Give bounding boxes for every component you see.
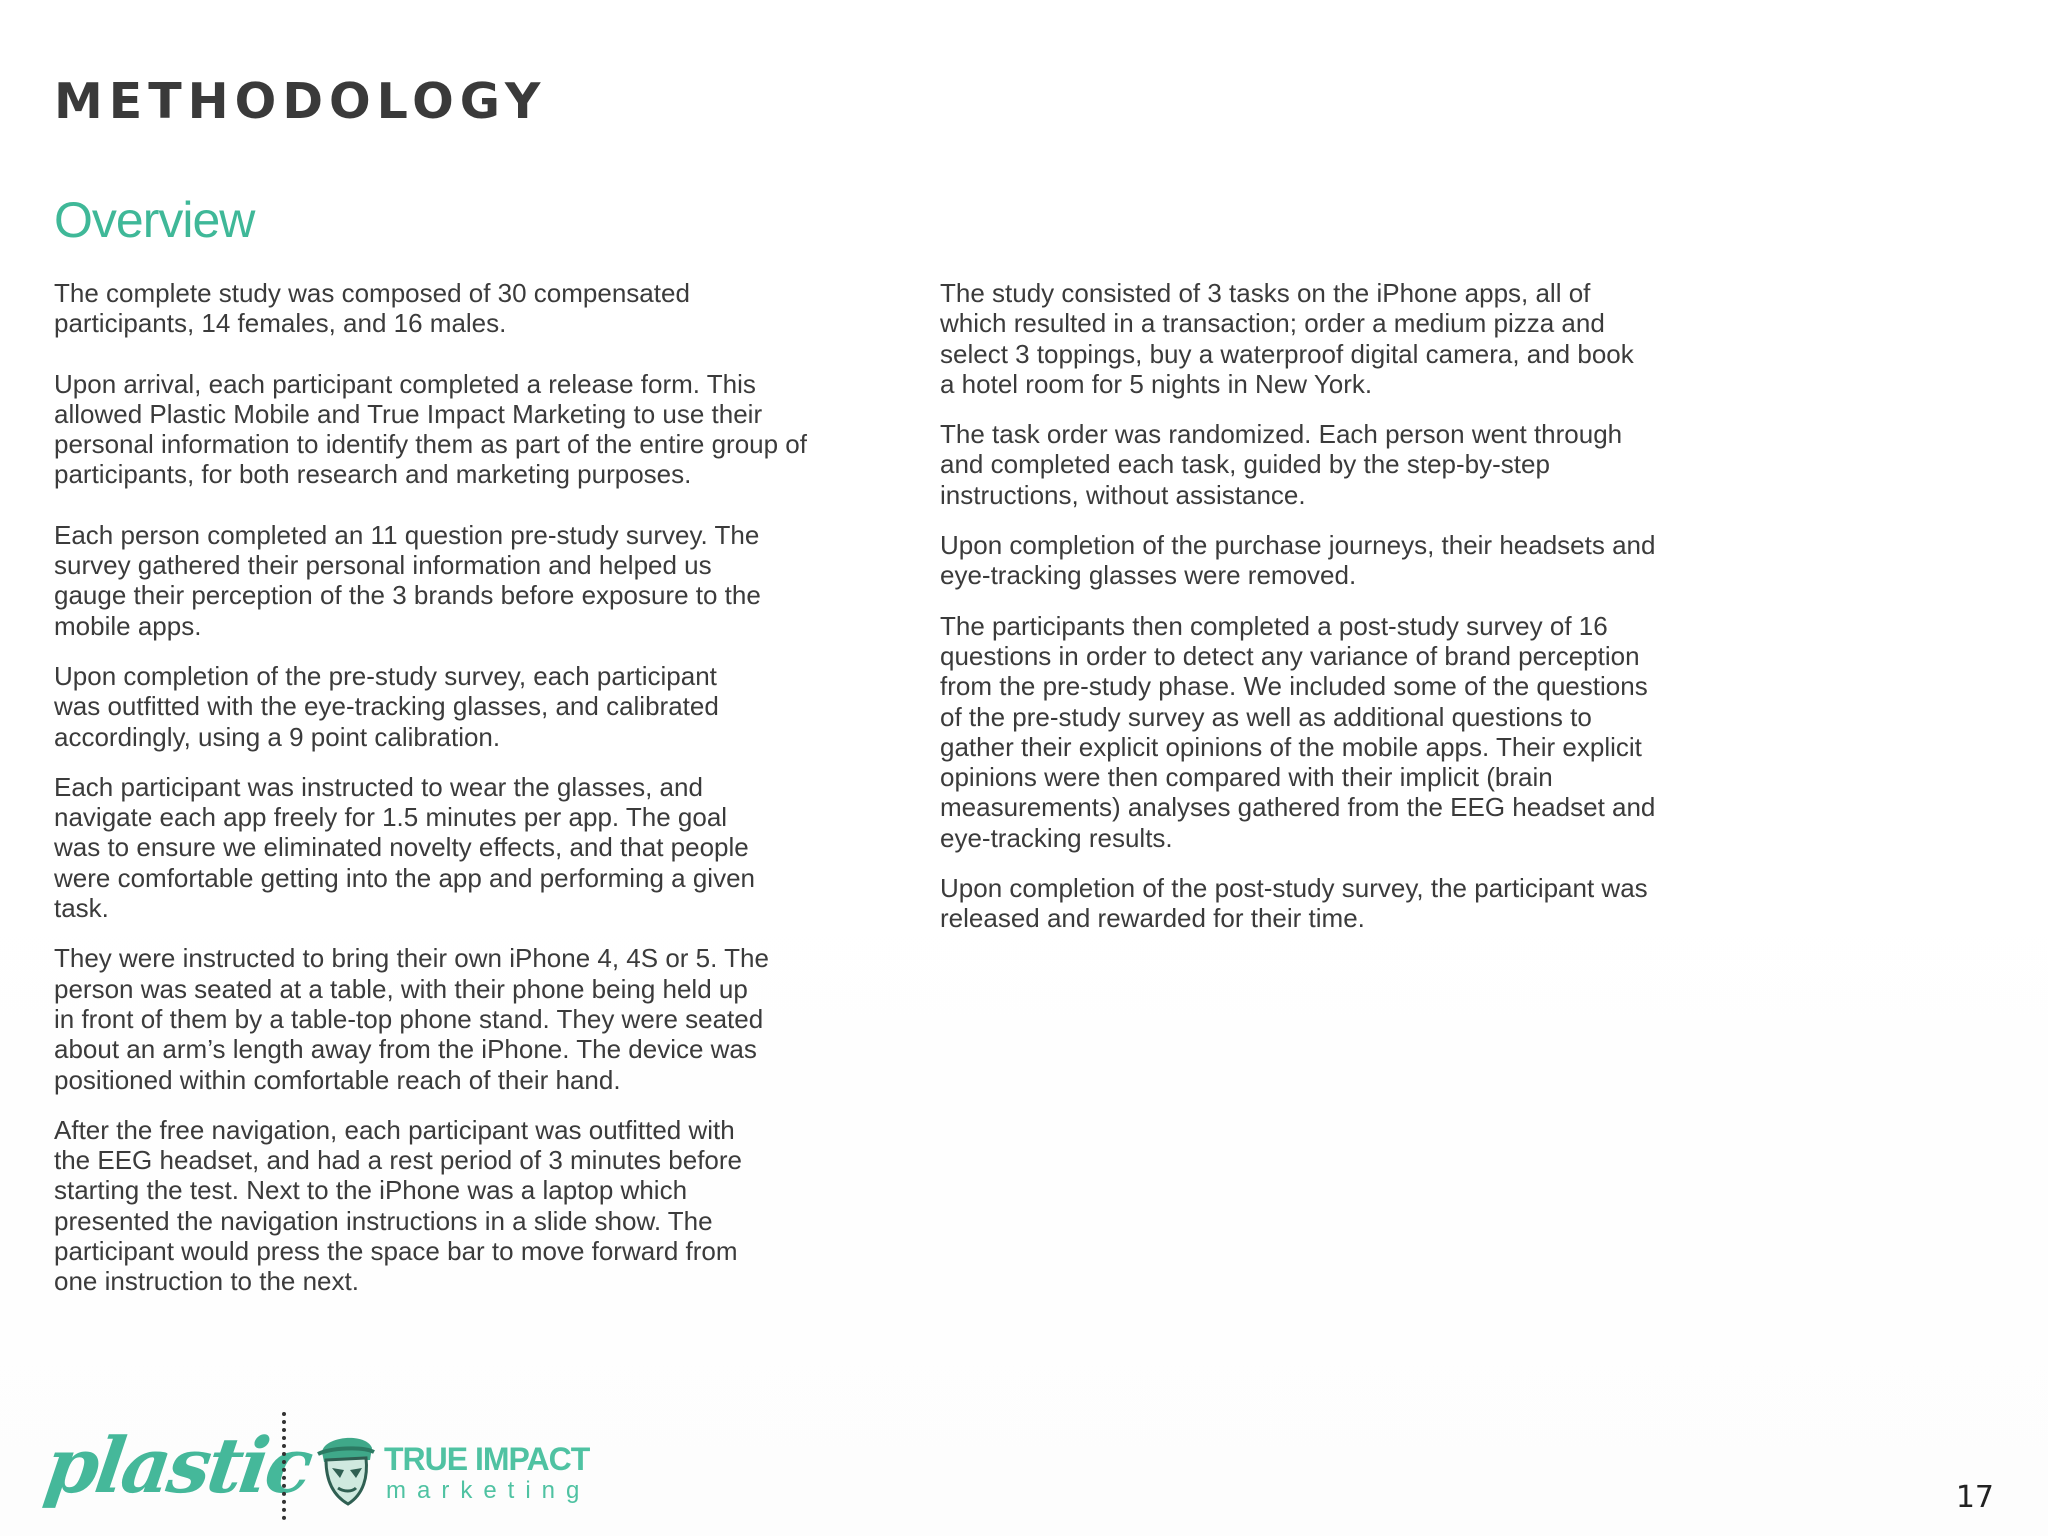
paragraph: Each participant was instructed to wear the glasses, and navigate each app freely for 1.5 minutes per app. The goal was to ensure we eliminated novelty effects, and that people were comfortable getting into the app and performing a given task.: [54, 771, 755, 924]
footer-logos: [39, 1408, 606, 1520]
plastic-logo: plastic: [39, 1421, 316, 1510]
paragraph: The study consisted of 3 tasks on the iPhone apps, all of which resulted in a transaction; order a medium pizza and select 3 toppings, buy a waterproof digital camera, and book a hotel room for 5 nights in New York.: [940, 278, 1634, 399]
page-title: METHODOLOGY: [54, 73, 547, 130]
section-subtitle: Overview: [54, 192, 255, 248]
true-impact-wordmark: TRUE IMPACT: [384, 1441, 590, 1477]
left-column: [54, 278, 854, 1317]
paragraph: Upon arrival, each participant completed a release form. This allowed Plastic Mobile and True Impact Marketing to use their personal information to identify them as part of the entire group of participants, for both research and marketing purposes.: [54, 368, 807, 490]
paragraph: The task order was randomized. Each person went through and completed each task, guided by the step-by-step instructions, without assistance.: [940, 419, 1623, 510]
true-impact-head-icon: [316, 1430, 376, 1508]
paragraph: Upon completion of the purchase journeys, their headsets and eye-tracking glasses were removed.: [940, 530, 1656, 591]
paragraph: They were instructed to bring their own iPhone 4, 4S or 5. The person was seated at a table, with their phone being held up in front of them by a table-top phone stand. They were seated about an arm’s length away from the iPhone. The device was positioned within comfortable reach of their hand.: [54, 943, 769, 1095]
paragraph: The participants then completed a post-study survey of 16 questions in order to detect any variance of brand perception from the pre-study phase. We included some of the questions of the pre-study survey as well as additional questions to gather their explicit opinions of the mobile apps. Their explicit opinions were then compared with their implicit (brain measurements) analyses gathered from the EEG headset and eye-tracking results.: [940, 610, 1656, 853]
logo-divider: [282, 1412, 286, 1520]
right-column: [940, 278, 1700, 954]
marketing-wordmark: marketing: [386, 1477, 591, 1504]
paragraph: Each person completed an 11 question pre-study survey. The survey gathered their personal information and helped us gauge their perception of the 3 brands before exposure to the mobile apps.: [54, 519, 761, 641]
paragraph: Upon completion of the pre-study survey, each participant was outfitted with the eye-tracking glasses, and calibrated accordingly, using a 9 point calibration.: [54, 660, 719, 752]
paragraph: The complete study was composed of 30 compensated participants, 14 females, and 16 males.: [54, 278, 690, 339]
paragraph: After the free navigation, each participant was outfitted with the EEG headset, and had a rest period of 3 minutes before starting the test. Next to the iPhone was a laptop which presented the navigation instructions in a slide show. The participant would press the space bar to move forward from one instruction to the next.: [54, 1114, 742, 1297]
paragraph: Upon completion of the post-study survey, the participant was released and rewarded for their time.: [940, 873, 1648, 934]
page-number: 17: [1955, 1480, 1994, 1515]
